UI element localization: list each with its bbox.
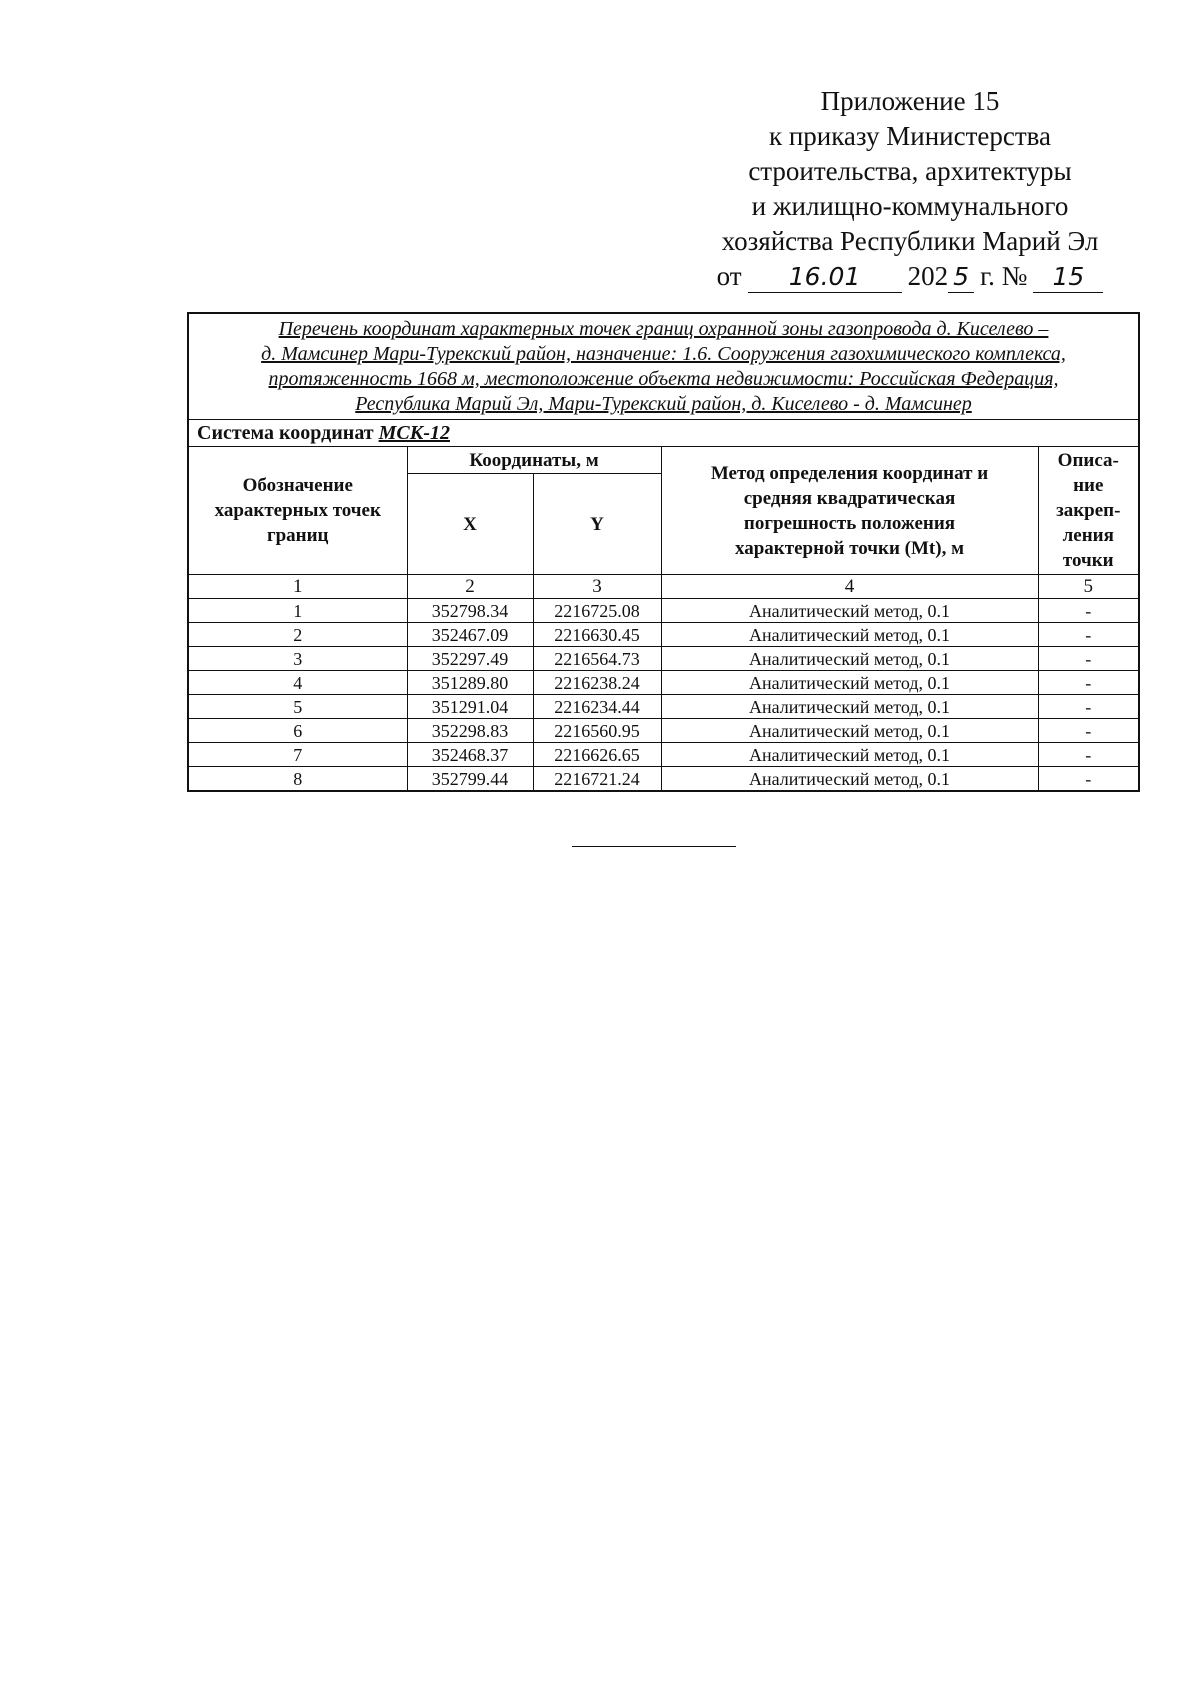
column-index-2: 2 [407, 575, 533, 599]
coord-x: 352468.37 [407, 743, 533, 767]
point-number: 5 [188, 695, 407, 719]
point-number: 2 [188, 623, 407, 647]
header-line-4: и жилищно-коммунального [751, 191, 1069, 221]
coord-x: 352298.83 [407, 719, 533, 743]
method: Аналитический метод, 0.1 [661, 599, 1038, 623]
method: Аналитический метод, 0.1 [661, 623, 1038, 647]
column-index-3: 3 [533, 575, 661, 599]
year-suffix: г. № [980, 261, 1028, 291]
header-line-5: хозяйства Республики Марий Эл [721, 226, 1099, 256]
method: Аналитический метод, 0.1 [661, 767, 1038, 792]
coord-x: 352297.49 [407, 647, 533, 671]
coord-x: 352798.34 [407, 599, 533, 623]
method: Аналитический метод, 0.1 [661, 695, 1038, 719]
header-description-line-2: ние [1073, 475, 1104, 496]
header-line-3: строительства, архитектуры [748, 156, 1072, 186]
header-designation [188, 447, 407, 575]
coord-y: 2216725.08 [533, 599, 661, 623]
table-row [188, 767, 1139, 792]
header-x: X [407, 474, 533, 575]
coord-x: 351289.80 [407, 671, 533, 695]
header-method-line-1: Метод определения координат и [710, 462, 989, 484]
header-line-2: к приказу Министерства [768, 121, 1052, 151]
column-index-1: 1 [188, 575, 407, 599]
handwritten-date: 16.01 [748, 262, 902, 293]
header-designation-line-3: границ [266, 525, 329, 546]
method: Аналитический метод, 0.1 [661, 743, 1038, 767]
column-index-row [188, 575, 1139, 599]
table-row [188, 647, 1139, 671]
description: - [1038, 647, 1139, 671]
header-designation-line-1: Обозначение [242, 475, 353, 496]
method: Аналитический метод, 0.1 [661, 719, 1038, 743]
coord-x: 351291.04 [407, 695, 533, 719]
coord-y: 2216564.73 [533, 647, 661, 671]
description: - [1038, 599, 1139, 623]
method: Аналитический метод, 0.1 [661, 671, 1038, 695]
header-line-1: Приложение 15 [820, 86, 1000, 116]
table-row [188, 623, 1139, 647]
header-method-line-3: погрешность положения [743, 512, 956, 534]
header-method [661, 447, 1038, 575]
caption-line-2: д. Мамсинер Мари-Турекский район, назначение: 1.6. Сооружения газохимического комплекса, [261, 343, 1066, 365]
handwritten-order-number: 15 [1033, 262, 1103, 293]
column-index-5: 5 [1038, 575, 1139, 599]
header-description-line-4: ления [1062, 525, 1114, 546]
description: - [1038, 623, 1139, 647]
header-description [1038, 447, 1139, 575]
header-description-line-3: закреп- [1056, 500, 1121, 521]
coord-y: 2216234.44 [533, 695, 661, 719]
caption-line-3: протяженность 1668 м, местоположение объекта недвижимости: Российская Федерация, [268, 368, 1059, 390]
description: - [1038, 695, 1139, 719]
coord-y: 2216560.95 [533, 719, 661, 743]
order-date-line [690, 259, 1130, 294]
point-number: 6 [188, 719, 407, 743]
table-caption [188, 313, 1139, 420]
header-method-line-4: характерной точки (Mt), м [734, 537, 965, 559]
table-row [188, 743, 1139, 767]
description: - [1038, 671, 1139, 695]
coord-x: 352467.09 [407, 623, 533, 647]
coord-y: 2216238.24 [533, 671, 661, 695]
point-number: 3 [188, 647, 407, 671]
method: Аналитический метод, 0.1 [661, 647, 1038, 671]
point-number: 8 [188, 767, 407, 792]
date-prefix: от [716, 261, 742, 291]
point-number: 1 [188, 599, 407, 623]
coord-x: 352799.44 [407, 767, 533, 792]
column-index-4: 4 [661, 575, 1038, 599]
table-row [188, 599, 1139, 623]
table-row [188, 719, 1139, 743]
coordinates-table [187, 312, 1140, 792]
header-coordinates: Координаты, м [407, 447, 661, 474]
coordinate-system-label: Система координат [197, 421, 374, 444]
table-row [188, 695, 1139, 719]
description: - [1038, 719, 1139, 743]
point-number: 7 [188, 743, 407, 767]
appendix-header [690, 84, 1130, 294]
coordinate-system-value: МСК-12 [378, 421, 450, 444]
header-method-line-2: средняя квадратическая [743, 487, 956, 509]
point-number: 4 [188, 671, 407, 695]
coord-y: 2216626.65 [533, 743, 661, 767]
end-of-document-rule [572, 846, 736, 847]
header-description-line-1: Описа- [1057, 450, 1119, 471]
coordinate-system-row [188, 420, 1139, 447]
caption-line-1: Перечень координат характерных точек границ охранной зоны газопровода д. Киселево – [278, 318, 1049, 340]
header-designation-line-2: характерных точек [214, 500, 381, 521]
header-description-line-5: точки [1062, 550, 1114, 571]
year-prefix: 202 [907, 261, 949, 291]
description: - [1038, 743, 1139, 767]
coord-y: 2216721.24 [533, 767, 661, 792]
table-row [188, 671, 1139, 695]
handwritten-year-digit: 5 [948, 262, 974, 293]
caption-line-4: Республика Марий Эл, Мари-Турекский район, д. Киселево - д. Мамсинер [355, 393, 972, 415]
coord-y: 2216630.45 [533, 623, 661, 647]
description: - [1038, 767, 1139, 792]
header-y: Y [533, 474, 661, 575]
